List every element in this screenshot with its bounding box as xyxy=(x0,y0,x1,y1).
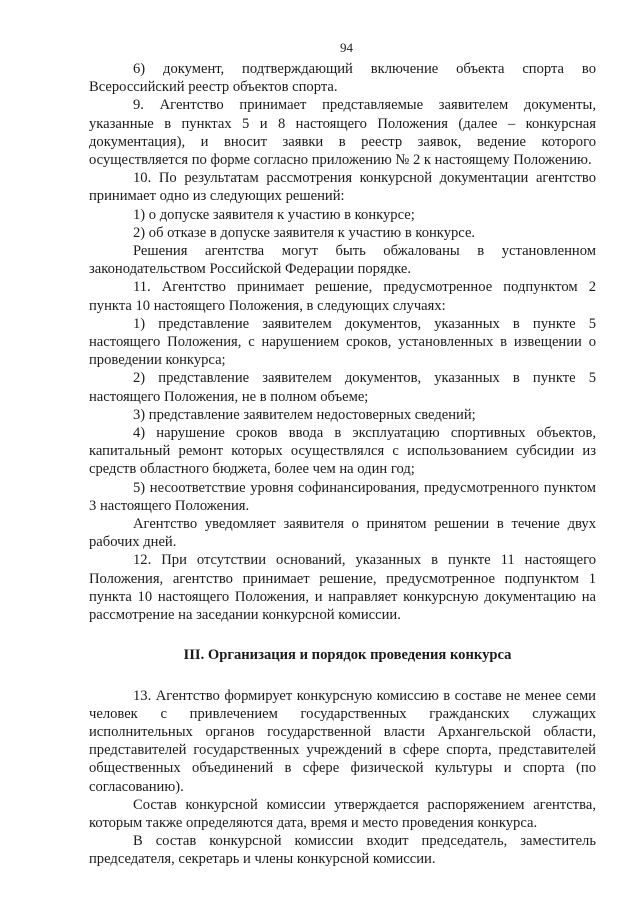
paragraph-appeal: Решения агентства могут быть обжалованы в установленном законодательством Российской Федерации порядке. xyxy=(89,243,596,278)
paragraph-10: 10. По результатам рассмотрения конкурсной документации агентство принимает одно из следующих решений: xyxy=(89,170,596,205)
paragraph-commission-composition: Состав конкурсной комиссии утверждается распоряжением агентства, которым также определяются дата, время и место проведения конкурса. xyxy=(89,796,596,831)
paragraph-11: 11. Агентство принимает решение, предусмотренное подпунктом 2 пункта 10 настоящего Положения, в следующих случаях: xyxy=(89,279,596,314)
paragraph-11-item-5: 5) несоответствие уровня софинансирования, предусмотренного пунктом 3 настоящего Положения. xyxy=(89,479,596,514)
paragraph-commission-members: В состав конкурсной комиссии входит председатель, заместитель председателя, секретарь и члены конкурсной комиссии. xyxy=(89,833,596,868)
paragraph-9: 9. Агентство принимает представляемые заявителем документы, указанные в пунктах 5 и 8 настоящего Положения (далее – конкурсная документация), и вносит заявки в реестр заявок, ведение которого осуществляется по форме согласно приложению № 2 к настоящему Положению. xyxy=(89,97,596,169)
paragraph-6-document: 6) документ, подтверждающий включение объекта спорта во Всероссийский реестр объектов спорта. xyxy=(89,61,596,96)
paragraph-10-item-2: 2) об отказе в допуске заявителя к участию в конкурсе. xyxy=(133,224,476,241)
section-heading: III. Организация и порядок проведения конкурса xyxy=(183,647,512,664)
paragraph-11-item-4: 4) нарушение сроков ввода в эксплуатацию спортивных объектов, капитальный ремонт которых осуществлялся с использованием субсидии из средств областного бюджета, более чем на один год; xyxy=(89,425,596,478)
paragraph-11-item-1: 1) представление заявителем документов, указанных в пункте 5 настоящего Положения, с нарушением сроков, установленных в извещении о проведении конкурса; xyxy=(89,315,596,369)
paragraph-12: 12. При отсутствии оснований, указанных в пункте 11 настоящего Положения, агентство принимает решение, предусмотренное подпунктом 1 пункта 10 настоящего Положения, и направляет конкурсную документацию на рассмотрение на заседании конкурсной комиссии. xyxy=(89,552,596,624)
paragraph-11-item-2: 2) представление заявителем документов, указанных в пункте 5 настоящего Положения, не в полном объеме; xyxy=(89,370,596,405)
page-number: 94 xyxy=(340,40,353,55)
paragraph-10-item-1: 1) о допуске заявителя к участию в конкурсе; xyxy=(133,206,415,223)
paragraph-11-item-3: 3) представление заявителем недостоверных сведений; xyxy=(133,406,476,423)
paragraph-13: 13. Агентство формирует конкурсную комиссию в составе не менее семи человек с привлечением государственных гражданских служащих исполнительных органов государственной власти Архангельской области, представителей государственных учреждений в сфере спорта, представителей общественных объединений в сфере физической культуры и спорта (по согласованию). xyxy=(89,687,596,795)
paragraph-notification: Агентство уведомляет заявителя о принятом решении в течение двух рабочих дней. xyxy=(89,516,596,551)
